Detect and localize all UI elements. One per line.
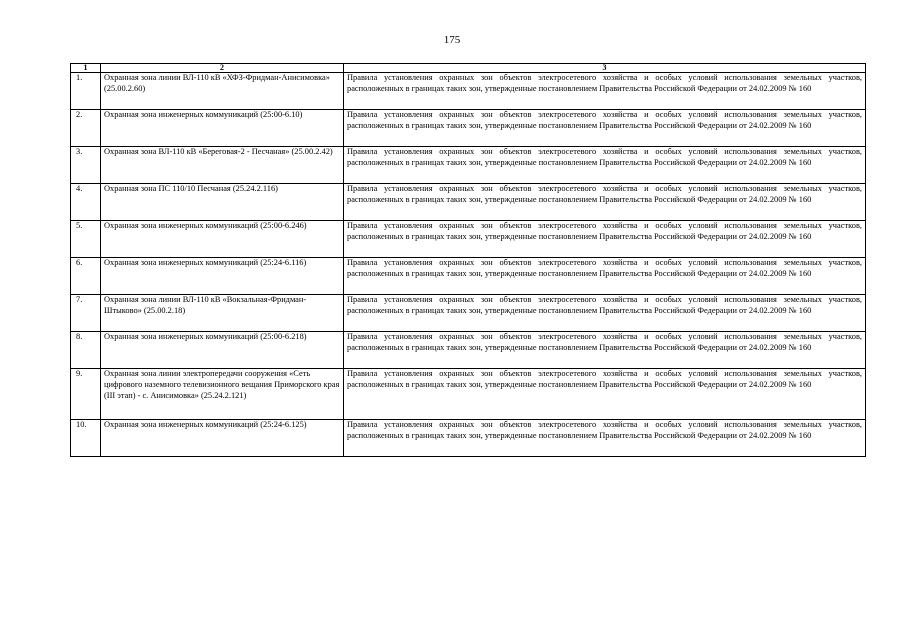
zone-name: Охранная зона ПС 110/10 Песчаная (25.24.2.116)	[101, 184, 344, 221]
zone-name: Охранная зона инженерных коммуникаций (25:24-6.116)	[101, 258, 344, 295]
zone-name: Охранная зона инженерных коммуникаций (25:00-6.218)	[101, 332, 344, 369]
legal-basis: Правила установления охранных зон объектов электросетевого хозяйства и особых условий использования земельных участков, расположенных в границах таких зон, утвержденные постановлением Правительства Российской Федерации от 24.02.2009 № 160	[344, 221, 866, 258]
row-number: 1.	[71, 73, 101, 110]
row-number: 3.	[71, 147, 101, 184]
legal-basis: Правила установления охранных зон объектов электросетевого хозяйства и особых условий использования земельных участков, расположенных в границах таких зон, утвержденные постановлением Правительства Российской Федерации от 24.02.2009 № 160	[344, 184, 866, 221]
legal-basis: Правила установления охранных зон объектов электросетевого хозяйства и особых условий использования земельных участков, расположенных в границах таких зон, утвержденные постановлением Правительства Российской Федерации от 24.02.2009 № 160	[344, 369, 866, 420]
table-row	[71, 221, 866, 258]
header-col-3: 3	[344, 64, 866, 73]
legal-basis: Правила установления охранных зон объектов электросетевого хозяйства и особых условий использования земельных участков, расположенных в границах таких зон, утвержденные постановлением Правительства Российской Федерации от 24.02.2009 № 160	[344, 420, 866, 457]
legal-basis: Правила установления охранных зон объектов электросетевого хозяйства и особых условий использования земельных участков, расположенных в границах таких зон, утвержденные постановлением Правительства Российской Федерации от 24.02.2009 № 160	[344, 295, 866, 332]
page-number: 175	[443, 34, 461, 46]
table-row	[71, 295, 866, 332]
zones-table	[70, 63, 866, 457]
table-row	[71, 258, 866, 295]
legal-basis: Правила установления охранных зон объектов электросетевого хозяйства и особых условий использования земельных участков, расположенных в границах таких зон, утвержденные постановлением Правительства Российской Федерации от 24.02.2009 № 160	[344, 73, 866, 110]
legal-basis: Правила установления охранных зон объектов электросетевого хозяйства и особых условий использования земельных участков, расположенных в границах таких зон, утвержденные постановлением Правительства Российской Федерации от 24.02.2009 № 160	[344, 258, 866, 295]
legal-basis: Правила установления охранных зон объектов электросетевого хозяйства и особых условий использования земельных участков, расположенных в границах таких зон, утвержденные постановлением Правительства Российской Федерации от 24.02.2009 № 160	[344, 147, 866, 184]
zone-name: Охранная зона инженерных коммуникаций (25:00-6.246)	[101, 221, 344, 258]
table-row	[71, 110, 866, 147]
legal-basis: Правила установления охранных зон объектов электросетевого хозяйства и особых условий использования земельных участков, расположенных в границах таких зон, утвержденные постановлением Правительства Российской Федерации от 24.02.2009 № 160	[344, 332, 866, 369]
row-number: 9.	[71, 369, 101, 420]
row-number: 2.	[71, 110, 101, 147]
table-row	[71, 147, 866, 184]
table-row	[71, 332, 866, 369]
table-row	[71, 73, 866, 110]
zone-name: Охранная зона инженерных коммуникаций (25:24-6.125)	[101, 420, 344, 457]
table-row	[71, 420, 866, 457]
zone-name: Охранная зона линии ВЛ-110 кВ «Вокзальная-Фридман-Штыково» (25.00.2.18)	[101, 295, 344, 332]
row-number: 8.	[71, 332, 101, 369]
header-col-2: 2	[101, 64, 344, 73]
zone-name: Охранная зона линии ВЛ-110 кВ «ХФЗ-Фридман-Анисимовка» (25.00.2.60)	[101, 73, 344, 110]
header-col-1: 1	[71, 64, 101, 73]
zone-name: Охранная зона инженерных коммуникаций (25:00-6.10)	[101, 110, 344, 147]
row-number: 4.	[71, 184, 101, 221]
zone-name: Охранная зона линии электропередачи сооружения «Сеть цифрового наземного телевизионного вещания Приморского края (III этап) - с. Анисимовка» (25.24.2.121)	[101, 369, 344, 420]
row-number: 6.	[71, 258, 101, 295]
table-row	[71, 184, 866, 221]
row-number: 5.	[71, 221, 101, 258]
zone-name: Охранная зона ВЛ-110 кВ «Береговая-2 - Песчаная» (25.00.2.42)	[101, 147, 344, 184]
table-header-row	[71, 64, 866, 73]
row-number: 10.	[71, 420, 101, 457]
table-row	[71, 369, 866, 420]
legal-basis: Правила установления охранных зон объектов электросетевого хозяйства и особых условий использования земельных участков, расположенных в границах таких зон, утвержденные постановлением Правительства Российской Федерации от 24.02.2009 № 160	[344, 110, 866, 147]
row-number: 7.	[71, 295, 101, 332]
